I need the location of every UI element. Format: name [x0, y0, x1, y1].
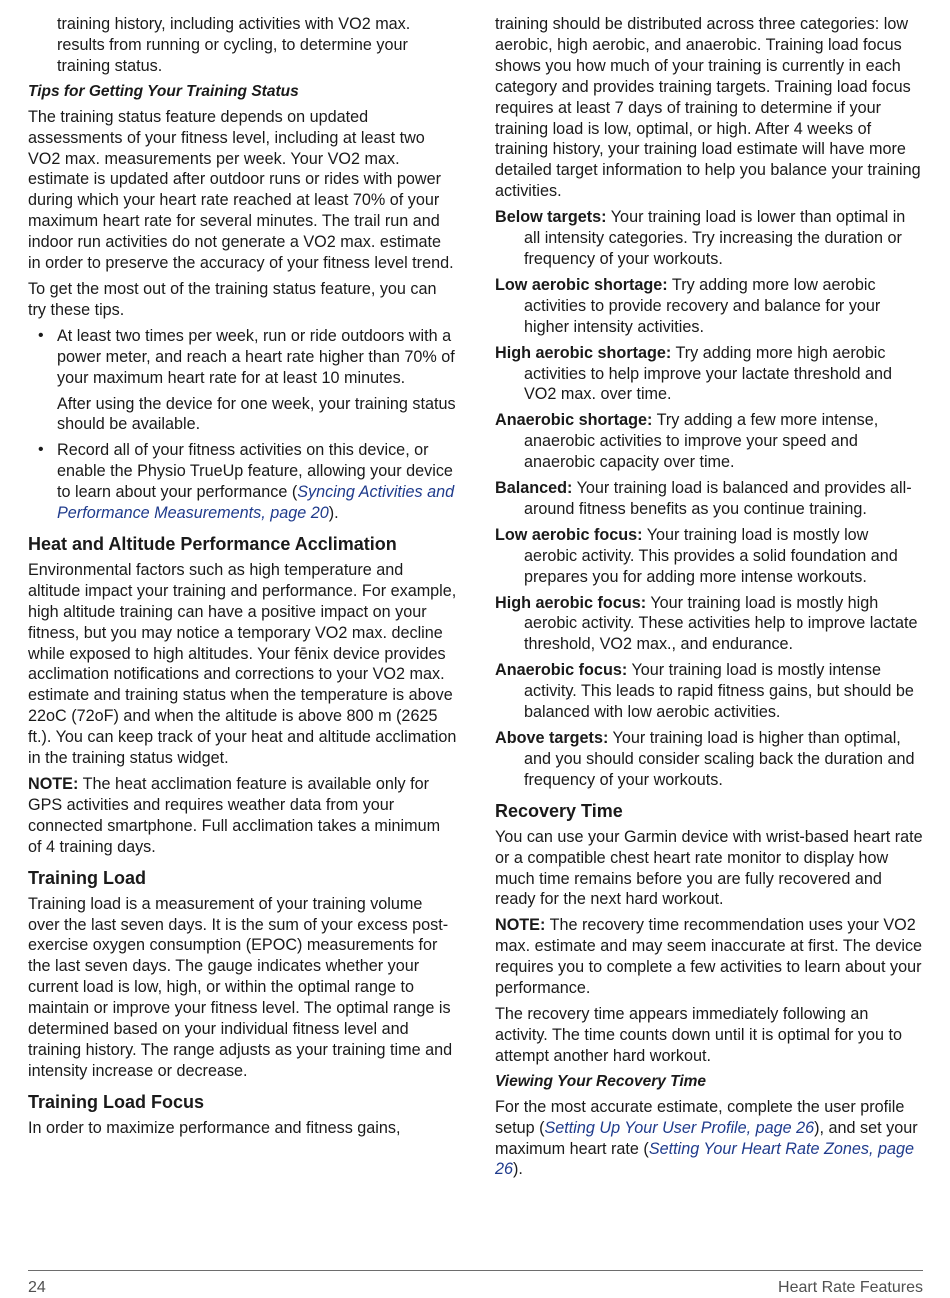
tips-heading: Tips for Getting Your Training Status	[28, 82, 299, 100]
definition-description: Your training load is mostly high aerobic activity. These activities help to improve lactate threshold, VO2 max., and endurance.	[524, 593, 918, 654]
training-load-heading: Training Load	[28, 867, 147, 888]
definition-item	[495, 207, 923, 270]
training-load-focus-definitions	[495, 207, 923, 791]
definition-item	[495, 410, 923, 473]
viewing-text-start: For the most accurate estimate, complete the user profile setup (	[495, 1097, 905, 1137]
definition-description: Your training load is lower than optimal in all intensity categories. Try increasing the duration or frequency of your workouts.	[524, 208, 906, 268]
definition-item	[495, 343, 923, 406]
definition-description: Your training load is mostly intense activity. This leads to rapid fitness gains, but should be balanced with low aerobic activities.	[524, 661, 914, 722]
training-load-focus-paragraph-continued: training should be distributed across three categories: low aerobic, high aerobic, and anaerobic. Training load focus shows you how much of your training is currently in each category and provides training targets. Training load focus requires at least 7 days of training to determine if your training load is low, optimal, or high. After 4 weeks of training history, your training load estimate will have more detailed target information to help you balance your training activities.	[495, 15, 921, 201]
definition-term: Low aerobic focus:	[495, 525, 643, 544]
heat-note	[28, 774, 458, 858]
section-title: Heart Rate Features	[778, 1279, 923, 1296]
bullet-icon: •	[38, 441, 44, 459]
definition-term: Anaerobic shortage:	[495, 411, 653, 430]
continued-paragraph: training history, including activities with VO2 max. results from running or cycling, to determine your training status.	[57, 15, 411, 75]
tip-1-subtext: After using the device for one week, your training status should be available.	[57, 394, 456, 434]
recovery-note-text: The recovery time recommendation uses your VO2 max. estimate and may seem inaccurate at first. The device requires you to complete a few activities to learn about your performance.	[495, 916, 923, 998]
recovery-time-paragraph-1: You can use your Garmin device with wrist-based heart rate or a compatible chest heart rate monitor to display how much time remains before you are fully recovered and ready for the next hard workout.	[495, 827, 923, 909]
definition-term: High aerobic focus:	[495, 593, 647, 612]
definition-term: High aerobic shortage:	[495, 343, 672, 362]
heat-altitude-paragraph: Environmental factors such as high temperature and altitude impact your training and performance. For example, high altitude training can have a positive impact on your fitness, but you may notice a temporary VO2 max. decline while exposed to high altitudes. Your fēnix device provides acclimation notifications and corrections to your VO2 max. estimate and training status when the temperature is above 22oC (72oF) and when the altitude is above 800 m (2625 ft.). You can keep track of your heat and altitude acclimation in the training status widget.	[28, 560, 457, 768]
tips-list-item	[28, 326, 458, 436]
heat-note-text: The heat acclimation feature is available only for GPS activities and requires weather data from your connected smartphone. Full acclimation takes a minimum of 4 training days.	[28, 775, 441, 856]
training-load-focus-heading: Training Load Focus	[28, 1091, 205, 1112]
tip-2-text	[57, 440, 458, 524]
viewing-recovery-heading: Viewing Your Recovery Time	[495, 1072, 707, 1090]
viewing-text-end: ).	[513, 1160, 523, 1179]
definition-term: Low aerobic shortage:	[495, 275, 668, 294]
definition-description: Try adding a few more intense, anaerobic activities to improve your speed and anaerobic capacity over time.	[524, 411, 879, 472]
definition-description: Your training load is balanced and provides all- around fitness benefits as you continue training.	[524, 479, 912, 518]
recovery-note	[495, 915, 923, 999]
right-column	[495, 14, 923, 1185]
recovery-time-paragraph-2: The recovery time appears immediately following an activity. The time counts down until it is optimal for you to attempt another hard workout.	[495, 1004, 902, 1065]
definition-description: Your training load is higher than optimal, and you should consider scaling back the duration and frequency of your workouts.	[524, 729, 915, 789]
definition-term: Above targets:	[495, 729, 609, 747]
tip-2-text-end: ).	[328, 504, 339, 523]
definition-description: Your training load is mostly low aerobic activity. This provides a solid foundation and prepares you for adding more intense workouts.	[524, 525, 898, 586]
heart-rate-zones-link[interactable]: Setting Your Heart Rate Zones, page 26	[495, 1139, 914, 1179]
definition-term: Below targets:	[495, 208, 607, 227]
training-load-focus-paragraph-start: In order to maximize performance and fitness gains,	[28, 1118, 401, 1137]
tips-list	[28, 326, 458, 524]
tips-list-item	[28, 440, 458, 524]
tip-2-text-start: Record all of your fitness activities on this device, or enable the Physio TrueUp feature, allowing your device to learn about your performance (	[57, 441, 453, 502]
definition-term: Balanced:	[495, 479, 573, 498]
note-label: NOTE:	[28, 775, 79, 793]
syncing-activities-link[interactable]: Syncing Activities and Performance Measurements, page 20	[57, 483, 455, 523]
definition-item	[495, 593, 923, 656]
page-number: 24	[28, 1279, 46, 1296]
training-load-paragraph: Training load is a measurement of your training volume over the last seven days. It is the sum of your excess post-exercise oxygen consumption (EPOC) measurements for the last seven days. The gauge indicates whether your current load is low, high, or within the optimal range to maintain or improve your fitness level. The optimal range is determined based on your individual fitness level and training history. The range adjusts as your training time and intensity increase or decrease.	[28, 894, 453, 1080]
definition-description: Try adding more high aerobic activities to help improve your lactate threshold and VO2 max. over time.	[524, 343, 893, 404]
definition-term: Anaerobic focus:	[495, 661, 628, 680]
tip-1-text: At least two times per week, run or ride outdoors with a power meter, and reach a heart rate higher than 70% of your maximum heart rate for at least 10 minutes.	[57, 326, 455, 387]
heat-altitude-heading: Heat and Altitude Performance Acclimation	[28, 533, 397, 554]
definition-item	[495, 275, 923, 338]
user-profile-link[interactable]: Setting Up Your User Profile, page 26	[544, 1118, 815, 1137]
left-column	[28, 14, 458, 1144]
footer-divider	[28, 1270, 923, 1271]
definition-item	[495, 660, 923, 723]
definition-item	[495, 525, 923, 588]
definition-item	[495, 478, 923, 520]
definition-description: Try adding more low aerobic activities to provide recovery and balance for your higher intensity activities.	[524, 275, 881, 336]
tips-paragraph-2: To get the most out of the training status feature, you can try these tips.	[28, 279, 437, 319]
tips-paragraph-1: The training status feature depends on updated assessments of your fitness level, including at least two VO2 max. measurements per week. Your VO2 max. estimate is updated after outdoor runs or rides with power during which your heart rate reached at least 70% of your maximum heart rate for several minutes. The trail run and indoor run activities do not generate a VO2 max. estimate in order to preserve the accuracy of your fitness level trend.	[28, 107, 454, 273]
bullet-icon: •	[38, 326, 44, 344]
recovery-time-heading: Recovery Time	[495, 800, 623, 821]
note-label: NOTE:	[495, 916, 546, 935]
viewing-recovery-paragraph	[495, 1097, 923, 1181]
viewing-text-middle: ), and set your maximum heart rate (	[495, 1118, 918, 1158]
definition-item	[495, 728, 923, 791]
